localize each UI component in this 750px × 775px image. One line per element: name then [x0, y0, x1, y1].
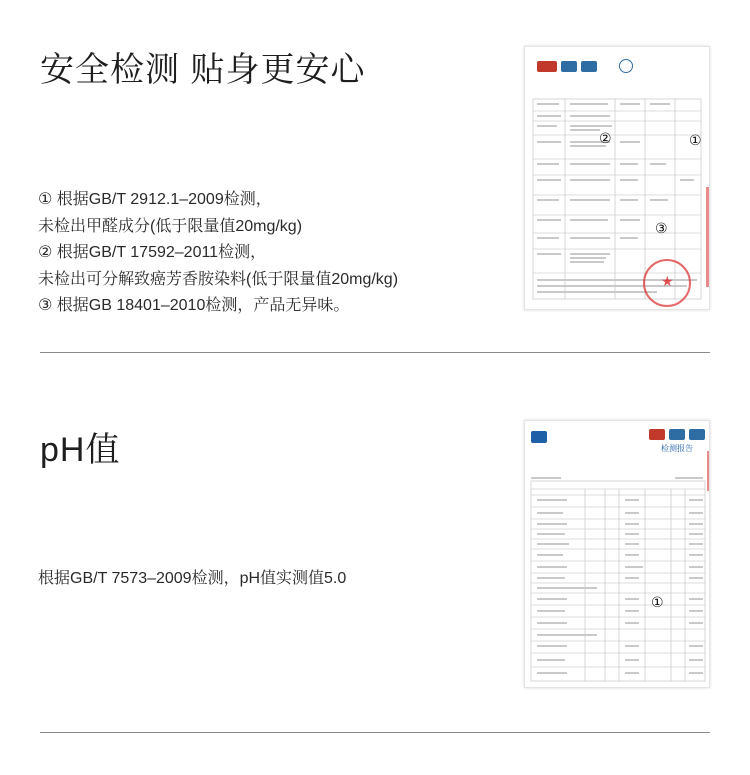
section-title-safety: 安全检测 贴身更安心 — [40, 51, 366, 89]
description-line: ③ 根据GB 18401–2010检测，产品无异味。 — [38, 297, 350, 314]
report-header-title: 检测报告 — [661, 444, 693, 453]
report-marker-1: ① — [651, 595, 664, 611]
description-line: 未检出可分解致癌芳香胺染料(低于限量值20mg/kg) — [38, 270, 399, 288]
report-marker-2: ② — [599, 131, 612, 147]
section-divider — [40, 352, 710, 353]
description-line: 根据GB/T 7573–2009检测，pH值实测值5.0 — [38, 570, 347, 587]
report-table-graphic — [525, 421, 710, 688]
star-icon: ★ — [661, 273, 674, 289]
report-marker-3: ③ — [655, 221, 668, 237]
report-edge-mark — [707, 451, 710, 491]
test-report-image-ph — [524, 420, 710, 688]
description-line: ① 根据GB/T 2912.1–2009检测， — [38, 191, 272, 208]
official-seal-stamp — [643, 259, 691, 307]
ph-description — [38, 566, 346, 593]
report-marker-1: ① — [689, 133, 702, 149]
safety-description — [38, 187, 398, 320]
description-line: ② 根据GB/T 17592–2011检测， — [38, 244, 267, 261]
section-title-ph: pH值 — [40, 431, 121, 469]
description-line: 未检出甲醛成分(低于限量值20mg/kg) — [38, 217, 303, 235]
test-report-image-safety — [524, 46, 710, 310]
section-divider — [40, 732, 710, 733]
report-edge-mark — [706, 187, 709, 287]
